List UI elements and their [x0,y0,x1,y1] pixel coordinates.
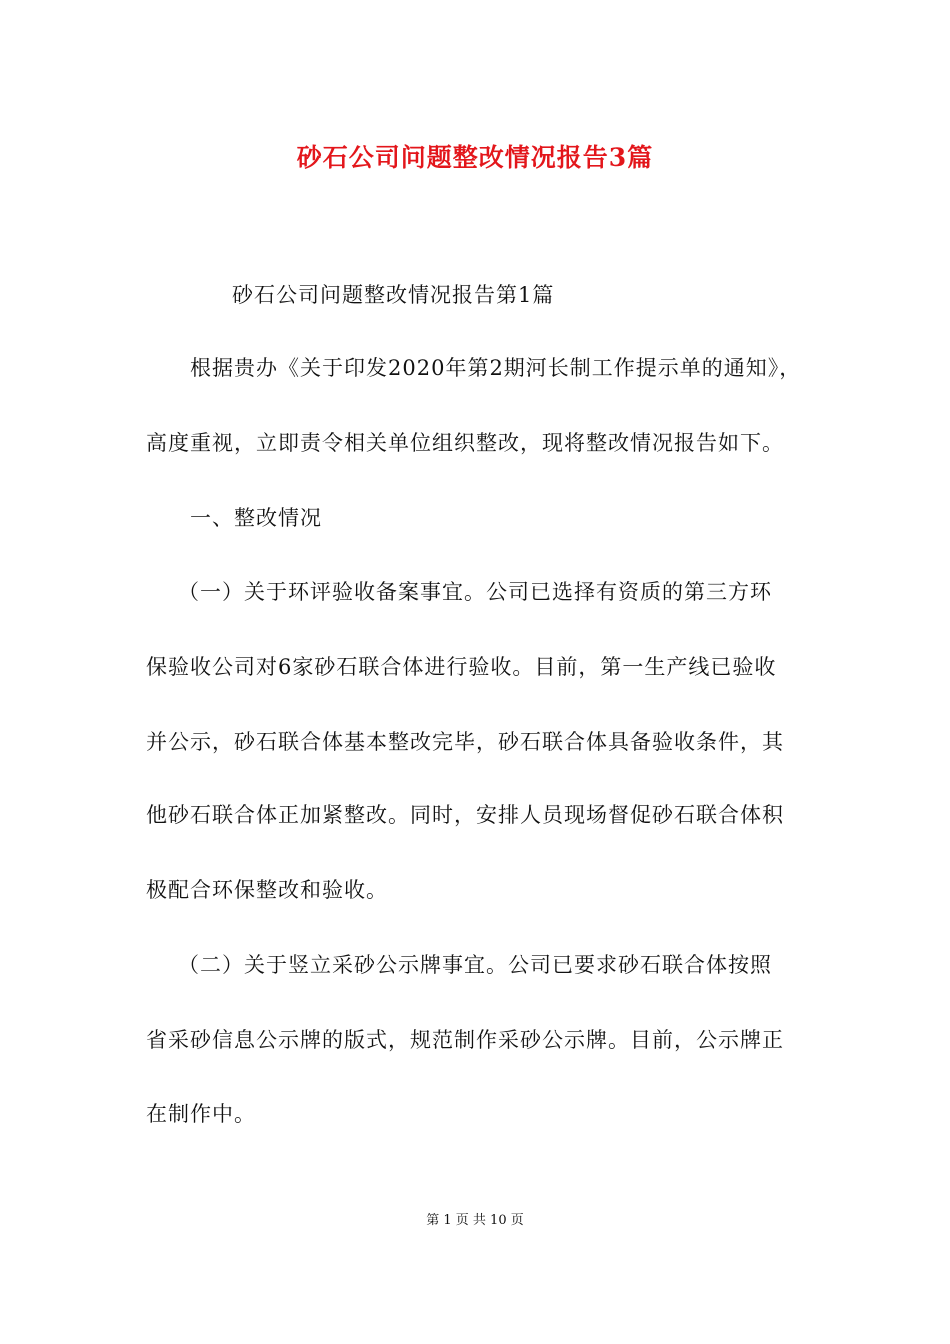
paragraph-line: （一）关于环评验收备案事宜。公司已选择有资质的第三方环 [178,580,772,604]
paragraph-line: 保验收公司对6家砂石联合体进行验收。目前，第一生产线已验收 [146,655,777,679]
paragraph-line: （二）关于竖立采砂公示牌事宜。公司已要求砂石联合体按照 [178,953,772,977]
paragraph-line: 在制作中。 [146,1102,256,1126]
paragraph-line: 他砂石联合体正加紧整改。同时，安排人员现场督促砂石联合体积 [146,803,784,827]
paragraph-line: 并公示，砂石联合体基本整改完毕，砂石联合体具备验收条件，其 [146,730,784,754]
subsection-heading: 一、整改情况 [190,506,322,530]
paragraph-line: 省采砂信息公示牌的版式，规范制作采砂公示牌。目前，公示牌正 [146,1028,784,1052]
paragraph-line: 极配合环保整改和验收。 [146,878,388,902]
paragraph-line: 高度重视，立即责令相关单位组织整改，现将整改情况报告如下。 [146,431,784,455]
paragraph-line: 根据贵办《关于印发2020年第2期河长制工作提示单的通知》， [190,356,802,380]
document-title: 砂石公司问题整改情况报告3篇 [296,143,654,172]
section-heading: 砂石公司问题整改情况报告第1篇 [232,283,555,307]
page-footer: 第 1 页 共 10 页 [426,1213,524,1228]
